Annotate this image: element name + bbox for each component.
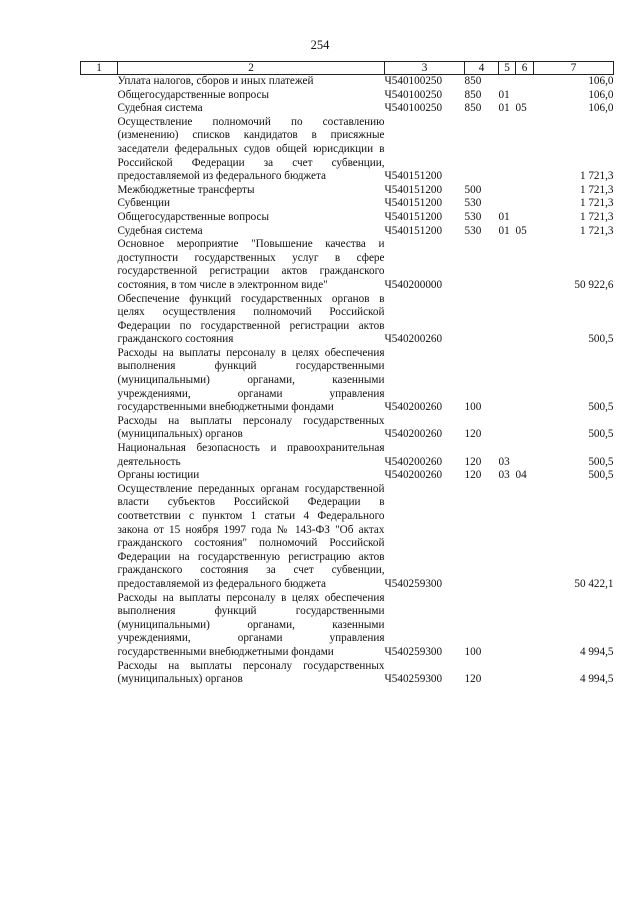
row-number bbox=[81, 660, 118, 687]
row-section bbox=[499, 293, 516, 347]
row-number bbox=[81, 211, 118, 225]
row-number bbox=[81, 293, 118, 347]
row-code: Ч540100250 bbox=[384, 75, 443, 87]
row-expense-type: 530 bbox=[464, 197, 482, 210]
row-name: Осуществление полномочий по составлению (изменению) списков кандидатов в присяжные заседатели федеральных судов общей юрисдикции в Российской Федерации за счет субвенции, предоставляемой из федерального бюджета bbox=[117, 115, 385, 183]
table-row bbox=[81, 89, 614, 103]
budget-table bbox=[80, 61, 614, 687]
row-expense-type bbox=[465, 293, 499, 347]
row-code: Ч540200260 bbox=[384, 333, 443, 346]
table-row bbox=[81, 469, 614, 483]
row-code: Ч540200260 bbox=[384, 469, 443, 482]
row-section bbox=[499, 197, 516, 211]
row-sum: 1 721,3 bbox=[579, 170, 614, 183]
row-name: Расходы на выплаты персоналу государственных (муниципальных) органов bbox=[117, 414, 385, 441]
row-sum: 106,0 bbox=[588, 75, 614, 87]
table-row bbox=[81, 116, 614, 184]
row-section bbox=[499, 116, 516, 184]
row-code: Ч540259300 bbox=[384, 673, 443, 686]
table-row bbox=[81, 225, 614, 239]
row-number bbox=[81, 483, 118, 592]
row-sum: 500,5 bbox=[588, 401, 614, 414]
row-name: Основное мероприятие "Повышение качества и доступности государственных услуг в сфере государственной регистрации актов гражданского состояния, в том числе в электронном виде" bbox=[117, 238, 385, 291]
row-section bbox=[499, 238, 516, 292]
row-sum: 106,0 bbox=[588, 88, 614, 101]
row-code: Ч540259300 bbox=[384, 577, 443, 590]
table-row bbox=[81, 415, 614, 442]
row-name: Органы юстиции bbox=[117, 469, 200, 482]
row-expense-type: 120 bbox=[464, 673, 482, 686]
row-expense-type: 500 bbox=[464, 183, 482, 196]
header-row bbox=[81, 62, 614, 75]
row-number bbox=[81, 102, 118, 116]
row-sum: 4 994,5 bbox=[579, 673, 614, 686]
row-sum: 500,5 bbox=[588, 469, 614, 482]
row-name: Судебная система bbox=[117, 102, 203, 115]
row-section: 01 bbox=[498, 88, 510, 101]
header-col-5: 5 bbox=[499, 62, 516, 75]
row-subsection bbox=[516, 293, 534, 347]
table-row bbox=[81, 347, 614, 415]
page-number: 254 bbox=[310, 38, 330, 52]
row-name: Расходы на выплаты персоналу в целях обеспечения выполнения функций государственными (муниципальными) органами, казенными учреждениями, органами управления государственными внебюджетными фондами bbox=[117, 591, 385, 658]
row-number bbox=[81, 347, 118, 415]
row-expense-type: 850 bbox=[464, 102, 482, 115]
row-expense-type: 850 bbox=[464, 88, 482, 101]
row-section: 01 bbox=[498, 102, 510, 115]
row-sum: 4 994,5 bbox=[579, 645, 614, 658]
table-row bbox=[81, 483, 614, 592]
row-expense-type: 530 bbox=[464, 210, 482, 223]
row-sum: 500,5 bbox=[588, 428, 614, 441]
table-row bbox=[81, 442, 614, 469]
table-row bbox=[81, 184, 614, 198]
row-subsection bbox=[516, 660, 534, 687]
row-subsection bbox=[516, 483, 534, 592]
row-number bbox=[81, 116, 118, 184]
row-expense-type bbox=[465, 238, 499, 292]
row-subsection bbox=[516, 75, 534, 89]
table-body bbox=[81, 75, 614, 687]
table-row bbox=[81, 102, 614, 116]
header-col-2: 2 bbox=[118, 62, 385, 75]
row-code: Ч540151200 bbox=[384, 210, 443, 223]
row-section bbox=[499, 347, 516, 415]
row-code: Ч540200260 bbox=[384, 455, 443, 468]
row-expense-type: 530 bbox=[464, 224, 482, 237]
row-name: Межбюджетные трансферты bbox=[117, 183, 255, 196]
row-subsection bbox=[516, 415, 534, 442]
row-sum: 50 422,1 bbox=[574, 577, 614, 590]
row-subsection: 05 bbox=[515, 224, 527, 237]
row-name: Национальная безопасность и правоохранительная деятельность bbox=[117, 442, 385, 468]
row-name: Обеспечение функций государственных органов в целях осуществления полномочий Российской Федерации по государственной регистрации актов гражданского состояния bbox=[117, 292, 385, 346]
row-subsection: 05 bbox=[515, 102, 527, 115]
row-number bbox=[81, 238, 118, 292]
row-code: Ч540100250 bbox=[384, 102, 443, 115]
row-number bbox=[81, 592, 118, 660]
row-section bbox=[499, 592, 516, 660]
row-sum: 500,5 bbox=[588, 455, 614, 468]
header-col-4: 4 bbox=[465, 62, 499, 75]
row-number bbox=[81, 197, 118, 211]
row-section bbox=[499, 483, 516, 592]
row-subsection bbox=[516, 592, 534, 660]
row-section bbox=[499, 75, 516, 89]
row-subsection bbox=[516, 197, 534, 211]
row-section bbox=[499, 660, 516, 687]
table-row bbox=[81, 293, 614, 347]
row-number bbox=[81, 89, 118, 103]
row-section: 01 bbox=[498, 210, 510, 223]
header-col-1: 1 bbox=[81, 62, 118, 75]
row-expense-type bbox=[465, 483, 499, 592]
row-subsection bbox=[516, 211, 534, 225]
row-subsection: 04 bbox=[515, 469, 527, 482]
row-name: Судебная система bbox=[117, 224, 203, 237]
row-number bbox=[81, 184, 118, 198]
row-name: Общегосударственные вопросы bbox=[117, 210, 270, 223]
row-name: Расходы на выплаты персоналу государственных (муниципальных) органов bbox=[117, 659, 385, 686]
row-number bbox=[81, 225, 118, 239]
row-subsection bbox=[516, 347, 534, 415]
row-section: 03 bbox=[498, 469, 510, 482]
table-row bbox=[81, 660, 614, 687]
row-sum: 1 721,3 bbox=[579, 224, 614, 237]
row-sum: 1 721,3 bbox=[579, 183, 614, 196]
table-row bbox=[81, 592, 614, 660]
row-sum: 500,5 bbox=[588, 333, 614, 346]
row-subsection bbox=[516, 184, 534, 198]
row-name: Общегосударственные вопросы bbox=[117, 88, 270, 101]
row-name: Осуществление переданных органам государственной власти субъектов Российской Федерации в соответствии с пунктом 1 статьи 4 Федерального закона от 15 ноября 1997 года № 143-ФЗ "Об актах гражданского состояния" полномочий Российской Федерации на государственную регистрацию актов гражданского состояния за счет субвенции, предоставляемой из федерального бюджета bbox=[117, 482, 385, 590]
row-section: 03 bbox=[498, 455, 510, 468]
table-header bbox=[81, 62, 614, 75]
row-code: Ч540100250 bbox=[384, 88, 443, 101]
row-section bbox=[499, 184, 516, 198]
row-code: Ч540200260 bbox=[384, 401, 443, 414]
row-name: Уплата налогов, сборов и иных платежей bbox=[117, 75, 314, 87]
row-number bbox=[81, 442, 118, 469]
row-expense-type: 120 bbox=[464, 455, 482, 468]
row-code: Ч540151200 bbox=[384, 224, 443, 237]
row-code: Ч540200260 bbox=[384, 428, 443, 441]
header-col-6: 6 bbox=[516, 62, 534, 75]
table-row bbox=[81, 75, 614, 89]
row-subsection bbox=[516, 238, 534, 292]
header-col-7: 7 bbox=[534, 62, 614, 75]
row-sum: 1 721,3 bbox=[579, 197, 614, 210]
row-expense-type: 100 bbox=[464, 401, 482, 414]
row-expense-type: 850 bbox=[464, 75, 482, 87]
row-code: Ч540200000 bbox=[384, 278, 443, 291]
header-col-3: 3 bbox=[385, 62, 465, 75]
table-row bbox=[81, 238, 614, 292]
row-number bbox=[81, 75, 118, 89]
row-code: Ч540151200 bbox=[384, 170, 443, 183]
row-expense-type: 120 bbox=[464, 428, 482, 441]
row-number bbox=[81, 415, 118, 442]
row-expense-type: 100 bbox=[464, 645, 482, 658]
table-row bbox=[81, 197, 614, 211]
row-subsection bbox=[516, 116, 534, 184]
row-section bbox=[499, 415, 516, 442]
row-section: 01 bbox=[498, 224, 510, 237]
row-expense-type bbox=[465, 116, 499, 184]
row-sum: 106,0 bbox=[588, 102, 614, 115]
row-code: Ч540151200 bbox=[384, 183, 443, 196]
row-code: Ч540259300 bbox=[384, 645, 443, 658]
row-code: Ч540151200 bbox=[384, 197, 443, 210]
row-sum: 50 922,6 bbox=[574, 278, 614, 291]
row-subsection bbox=[516, 89, 534, 103]
row-expense-type: 120 bbox=[464, 469, 482, 482]
row-name: Расходы на выплаты персоналу в целях обеспечения выполнения функций государственными (муниципальными) органами, казенными учреждениями, органами управления государственными внебюджетными фондами bbox=[117, 346, 385, 414]
row-subsection bbox=[516, 442, 534, 469]
table-row bbox=[81, 211, 614, 225]
row-sum: 1 721,3 bbox=[579, 210, 614, 223]
row-name: Субвенции bbox=[117, 197, 170, 210]
row-number bbox=[81, 469, 118, 483]
